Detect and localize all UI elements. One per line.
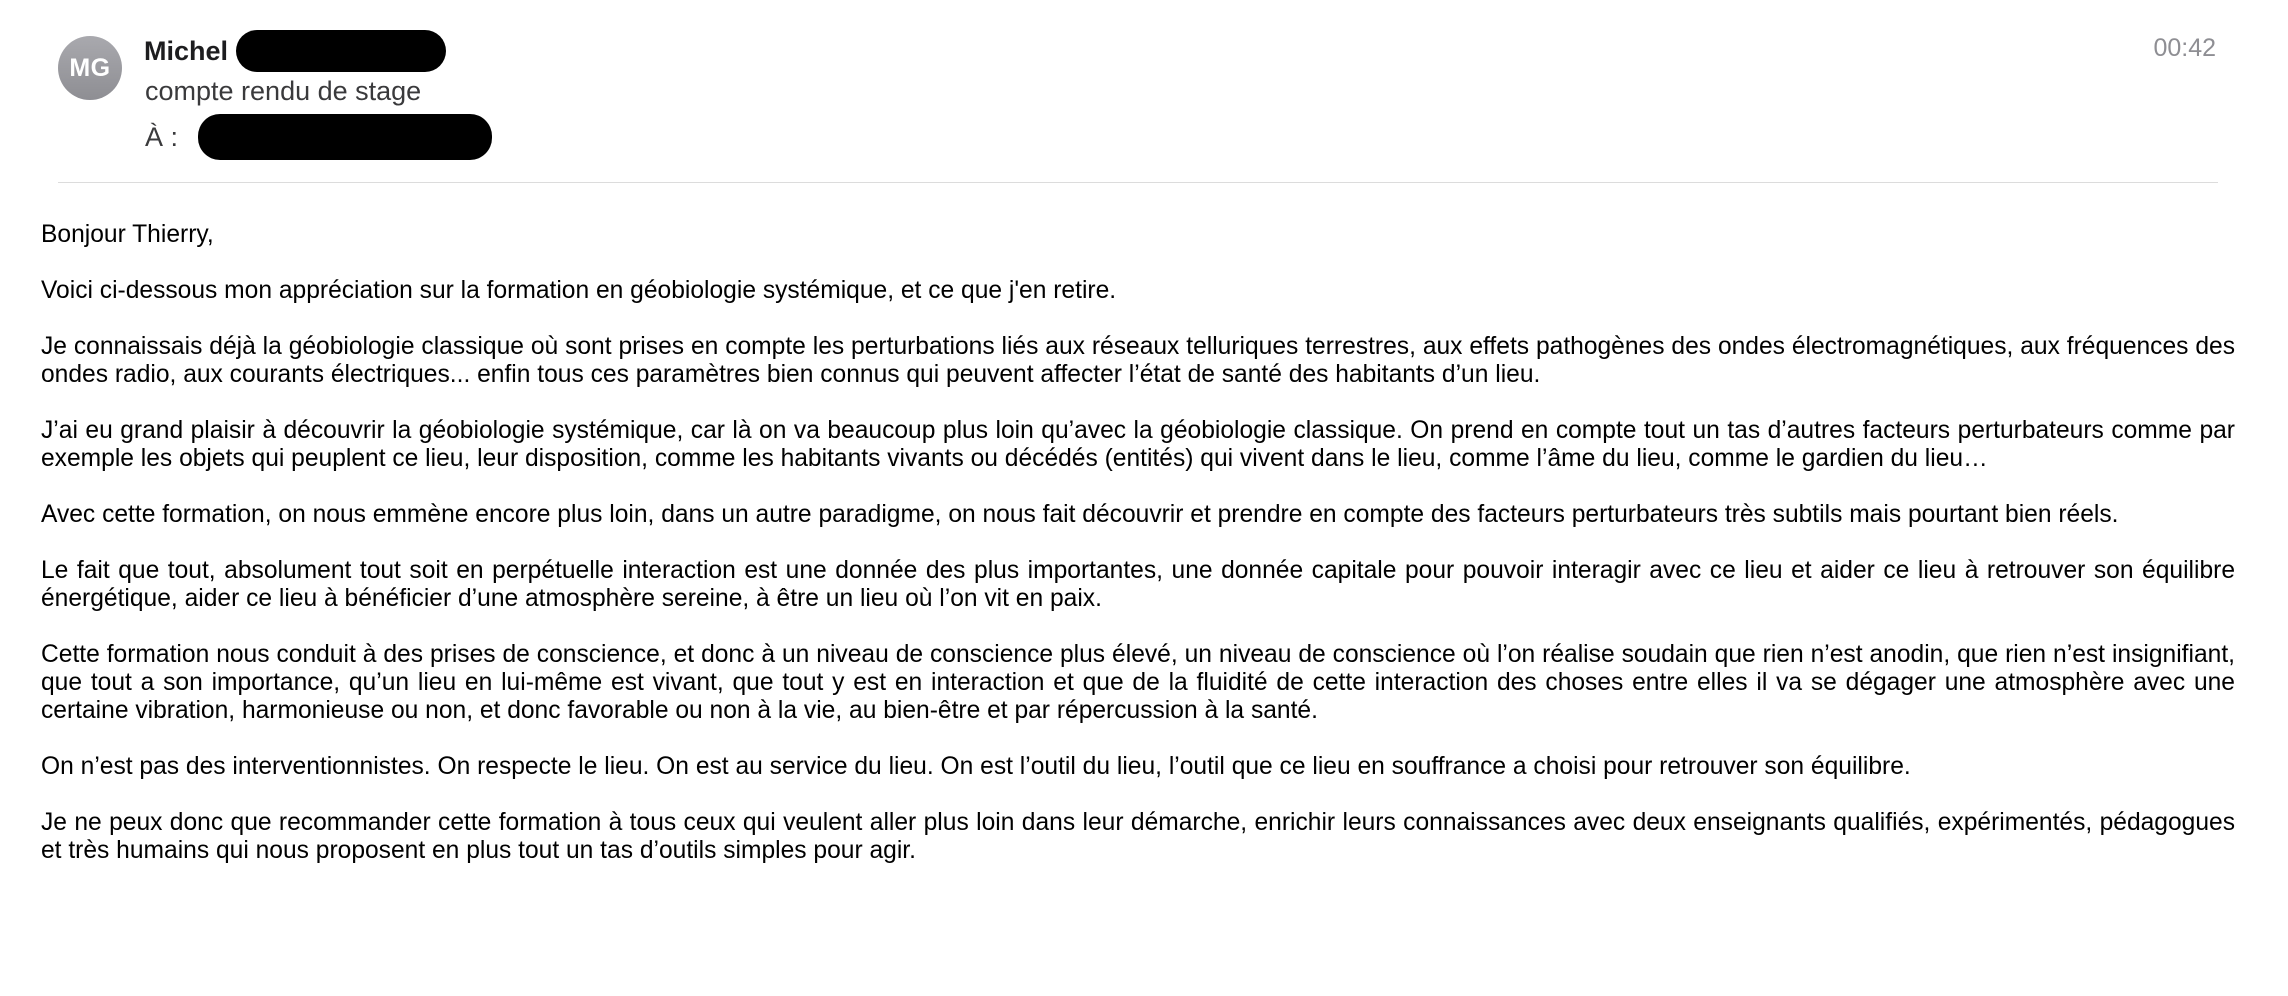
- message-subject: compte rendu de stage: [145, 76, 422, 106]
- body-paragraph: Cette formation nous conduit à des prises de conscience, et donc à un niveau de conscience plus élevé, un niveau de conscience où l’on réalise soudain que rien n’est anodin, que rien n’est insignifiant, que tout a son importance, qu’un lieu en lui-même est vivant, que tout y est en interaction et que de la fluidité de cette interaction des choses entre elles il va se dégager une atmosphère avec une certaine vibration, harmonieuse ou non, et donc favorable ou non à la vie, au bien-être et par répercussion à la santé.: [41, 641, 2235, 724]
- message-header: [0, 0, 2288, 184]
- body-paragraph: Avec cette formation, on nous emmène encore plus loin, dans un autre paradigme, on nous fait découvrir et prendre en compte des facteurs perturbateurs très subtils mais pourtant bien réels.: [41, 501, 2119, 528]
- body-paragraph: Voici ci-dessous mon appréciation sur la formation en géobiologie systémique, et ce que j'en retire.: [41, 277, 1117, 304]
- body-paragraph: J’ai eu grand plaisir à découvrir la géobiologie systémique, car là on va beaucoup plus loin qu’avec la géobiologie classique. On prend en compte tout un tas d’autres facteurs perturbateurs comme par exemple les objets qui peuplent ce lieu, leur disposition, comme les habitants vivants ou décédés (entités) qui vivent dans le lieu, comme l’âme du lieu, comme le gardien du lieu…: [41, 417, 2235, 472]
- message-timestamp: 00:42: [2153, 34, 2216, 62]
- header-divider: [58, 182, 2218, 183]
- avatar-initials: MG: [69, 53, 111, 82]
- recipient-line: [145, 113, 492, 161]
- body-paragraph: Je connaissais déjà la géobiologie classique où sont prises en compte les perturbations liés aux réseaux telluriques terrestres, aux effets pathogènes des ondes électromagnétiques, aux fréquences des ondes radio, aux courants électriques... enfin tous ces paramètres bien connus qui peuvent affecter l’état de santé des habitants d’un lieu.: [41, 333, 2235, 388]
- body-paragraph: Je ne peux donc que recommander cette formation à tous ceux qui veulent aller plus loin dans leur démarche, enrichir leurs connaissances avec deux enseignants qualifiés, expérimentés, pédagogues et très humains qui nous proposent en plus tout un tas d’outils simples pour agir.: [41, 809, 2235, 864]
- sender-line: [144, 30, 446, 72]
- body-paragraph: On n’est pas des interventionnistes. On respecte le lieu. On est au service du lieu. On est l’outil du lieu, l’outil que ce lieu en souffrance a choisi pour retrouver son équilibre.: [41, 753, 1911, 780]
- body-greeting: Bonjour Thierry,: [41, 221, 214, 248]
- sender-redaction: [236, 30, 446, 72]
- sender-name[interactable]: Michel: [144, 35, 229, 66]
- recipient-label: À :: [145, 121, 179, 152]
- message-body: [41, 221, 2235, 893]
- recipient-redaction[interactable]: [198, 114, 492, 160]
- sender-avatar[interactable]: [58, 36, 122, 100]
- body-paragraph: Le fait que tout, absolument tout soit en perpétuelle interaction est une donnée des plus importantes, une donnée capitale pour pouvoir interagir avec ce lieu et aider ce lieu à retrouver son équilibre énergétique, aider ce lieu à bénéficier d’une atmosphère sereine, à être un lieu où l’on vit en paix.: [41, 557, 2235, 612]
